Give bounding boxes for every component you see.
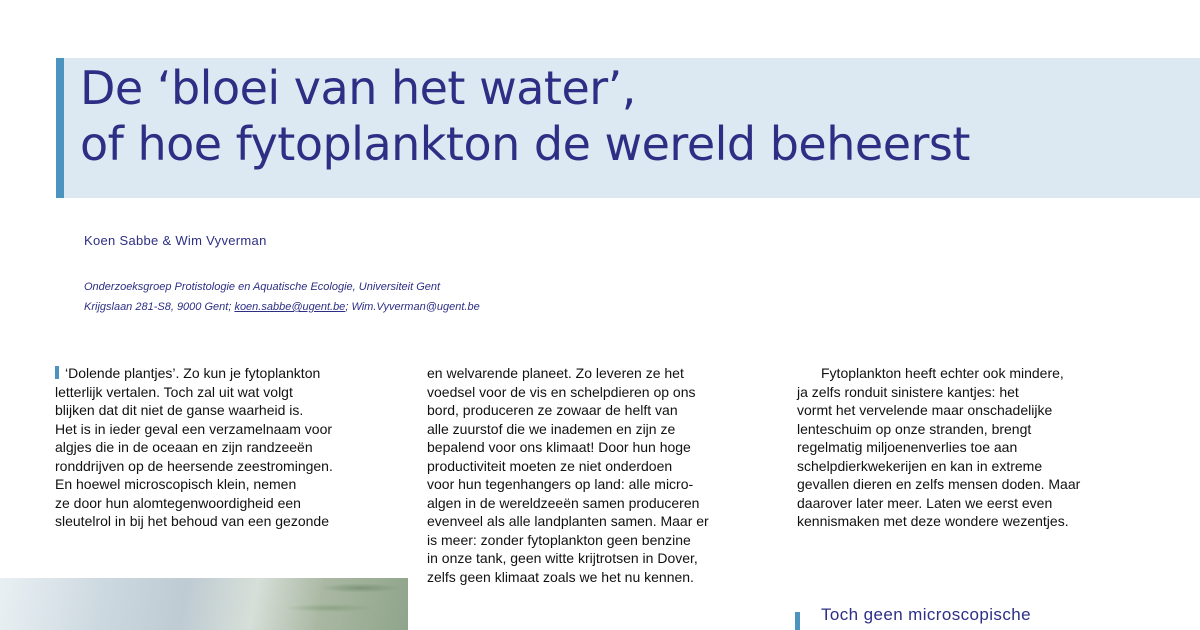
body-column-2 <box>427 364 709 586</box>
body-line: kennismaken met deze wondere wezentjes. <box>797 513 1069 529</box>
body-line: schelpdierkwekerijen en kan in extreme <box>797 457 1043 474</box>
body-line: zelfs geen klimaat zoals we het nu kennen. <box>427 568 694 585</box>
body-line: sleutelrol in bij het behoud van een gezonde <box>55 513 329 529</box>
email-wim: Wim.Vyverman@ugent.be <box>351 301 480 313</box>
body-line: letterlijk vertalen. Toch zal uit wat volgt <box>55 383 293 400</box>
body-line: Het is in ieder geval een verzamelnaam voor <box>55 420 333 437</box>
body-line: bepalend voor ons klimaat! Door hun hoge <box>427 439 691 455</box>
body-line: gevallen dieren en zelfs mensen doden. Maar <box>797 476 1081 492</box>
body-line-text: ‘Dolende plantjes’. Zo kun je fytoplankton <box>65 365 321 381</box>
body-line: evenveel als alle landplanten samen. Maar er <box>427 513 709 529</box>
body-line: bord, produceren ze zowaar de helft van <box>427 402 678 418</box>
body-column-1 <box>55 364 333 531</box>
body-line: daarover later meer. Laten we eerst even <box>797 494 1053 511</box>
title-line-2: of hoe fytoplankton de wereld beheerst <box>80 117 970 171</box>
body-line: regelmatig miljoenenverlies toe aan <box>797 439 1018 455</box>
body-line: is meer: zonder fytoplankton geen benzine <box>427 531 691 548</box>
body-line: blijken dat dit niet de ganse waarheid is. <box>55 402 304 418</box>
affiliation-line-2 <box>84 297 480 317</box>
body-line: ronddrijven op de heersende zeestromingen. <box>55 457 333 474</box>
body-line: productiviteit moeten ze niet onderdoen <box>427 457 673 474</box>
body-line: voor hun tegenhangers op land: alle micro- <box>427 476 694 492</box>
title-line-1: De ‘bloei van het water’, <box>80 61 636 115</box>
body-line: algen in de wereldzeeën samen produceren <box>427 494 700 511</box>
section-subheading: Toch geen microscopische <box>821 605 1031 624</box>
body-line: in onze tank, geen witte krijtrotsen in Dover, <box>427 550 698 566</box>
address: Krijgslaan 281-S8, 9000 Gent; <box>84 301 232 313</box>
body-line: vormt het vervelende maar onschadelijke <box>797 402 1053 418</box>
body-line: algjes die in de oceaan en zijn randzeeën <box>55 439 313 455</box>
affiliation <box>84 277 480 317</box>
body-line: Fytoplankton heeft echter ook mindere, <box>821 365 1064 381</box>
body-line: En hoewel microscopisch klein, nemen <box>55 476 297 492</box>
body-line: lenteschuim op onze stranden, brengt <box>797 420 1032 437</box>
body-line: voedsel voor de vis en schelpdieren op ons <box>427 383 696 400</box>
email-separator: ; <box>345 301 349 313</box>
paragraph-marker <box>55 366 59 379</box>
email-link-koen[interactable]: koen.sabbe@ugent.be <box>234 301 346 313</box>
body-line <box>55 364 333 383</box>
subheading-accent-bar <box>795 612 800 630</box>
article-title <box>80 60 970 172</box>
body-line: en welvarende planeet. Zo leveren ze het <box>427 365 684 381</box>
plankton-photo <box>0 578 408 630</box>
body-column-3 <box>797 364 1080 531</box>
body-line: alle zuurstof die we inademen en zijn ze <box>427 420 676 437</box>
title-accent-bar <box>56 58 64 198</box>
body-line: ze door hun alomtegenwoordigheid een <box>55 494 301 511</box>
body-line: ja zelfs ronduit sinistere kantjes: het <box>797 383 1019 400</box>
affiliation-line-1: Onderzoeksgroep Protistologie en Aquatische Ecologie, Universiteit Gent <box>84 281 441 293</box>
authors: Koen Sabbe & Wim Vyverman <box>84 233 267 248</box>
